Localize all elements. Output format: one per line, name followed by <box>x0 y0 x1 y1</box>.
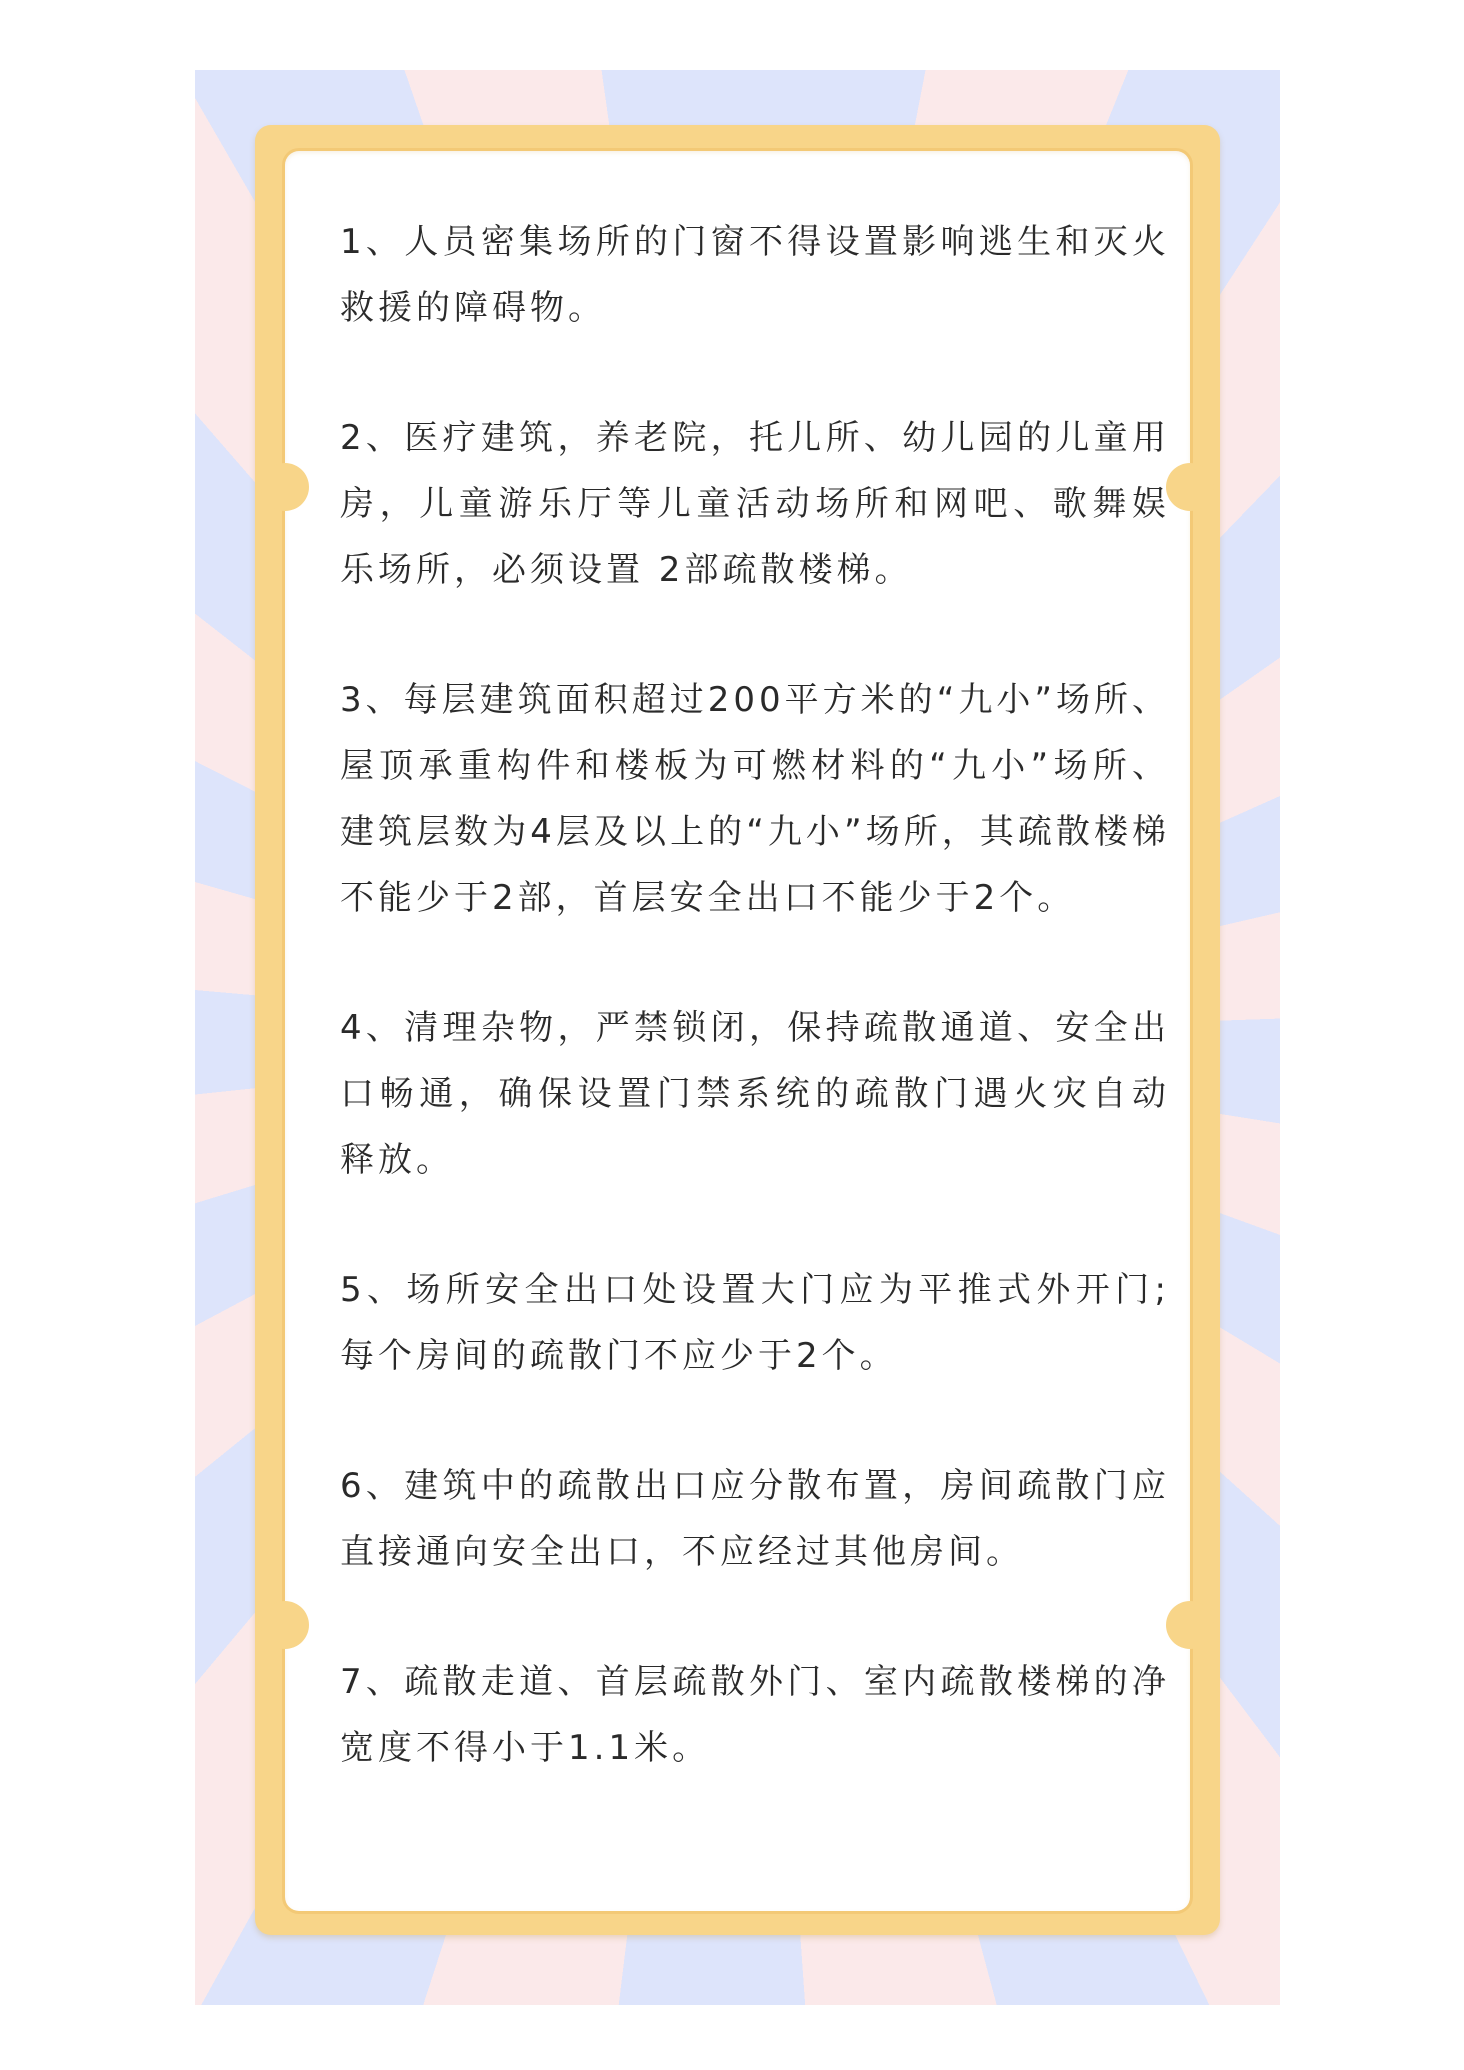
rule-item-5: 5、场所安全出口处设置大门应为平推式外开门;每个房间的疏散门不应少于2个。 <box>340 1270 1170 1376</box>
rules-list <box>340 209 1170 1845</box>
content-card <box>285 151 1190 1911</box>
rule-item-7: 7、疏散走道、首层疏散外门、室内疏散楼梯的净宽度不得小于1.1米。 <box>340 1662 1170 1768</box>
rule-item-3: 3、每层建筑面积超过200平方米的“九小”场所、屋顶承重构件和楼板为可燃材料的“九小”场所、建筑层数为4层及以上的“九小”场所，其疏散楼梯不能少于2部，首层安全出口不能少于2个。 <box>340 680 1170 918</box>
left-notch-bottom <box>261 1601 309 1649</box>
yellow-frame <box>255 125 1220 1935</box>
right-notch-bottom <box>1166 1601 1214 1649</box>
rule-item-4: 4、清理杂物，严禁锁闭，保持疏散通道、安全出口畅通，确保设置门禁系统的疏散门遇火灾自动释放。 <box>340 1008 1170 1180</box>
left-notch-top <box>261 463 309 511</box>
right-notch-top <box>1166 463 1214 511</box>
rule-item-1: 1、人员密集场所的门窗不得设置影响逃生和灭火救援的障碍物。 <box>340 222 1170 328</box>
rule-item-6: 6、建筑中的疏散出口应分散布置，房间疏散门应直接通向安全出口，不应经过其他房间。 <box>340 1466 1170 1572</box>
poster-background <box>195 70 1280 2005</box>
rule-item-2: 2、医疗建筑，养老院，托儿所、幼儿园的儿童用房，儿童游乐厅等儿童活动场所和网吧、歌舞娱乐场所，必须设置 2部疏散楼梯。 <box>340 418 1170 590</box>
